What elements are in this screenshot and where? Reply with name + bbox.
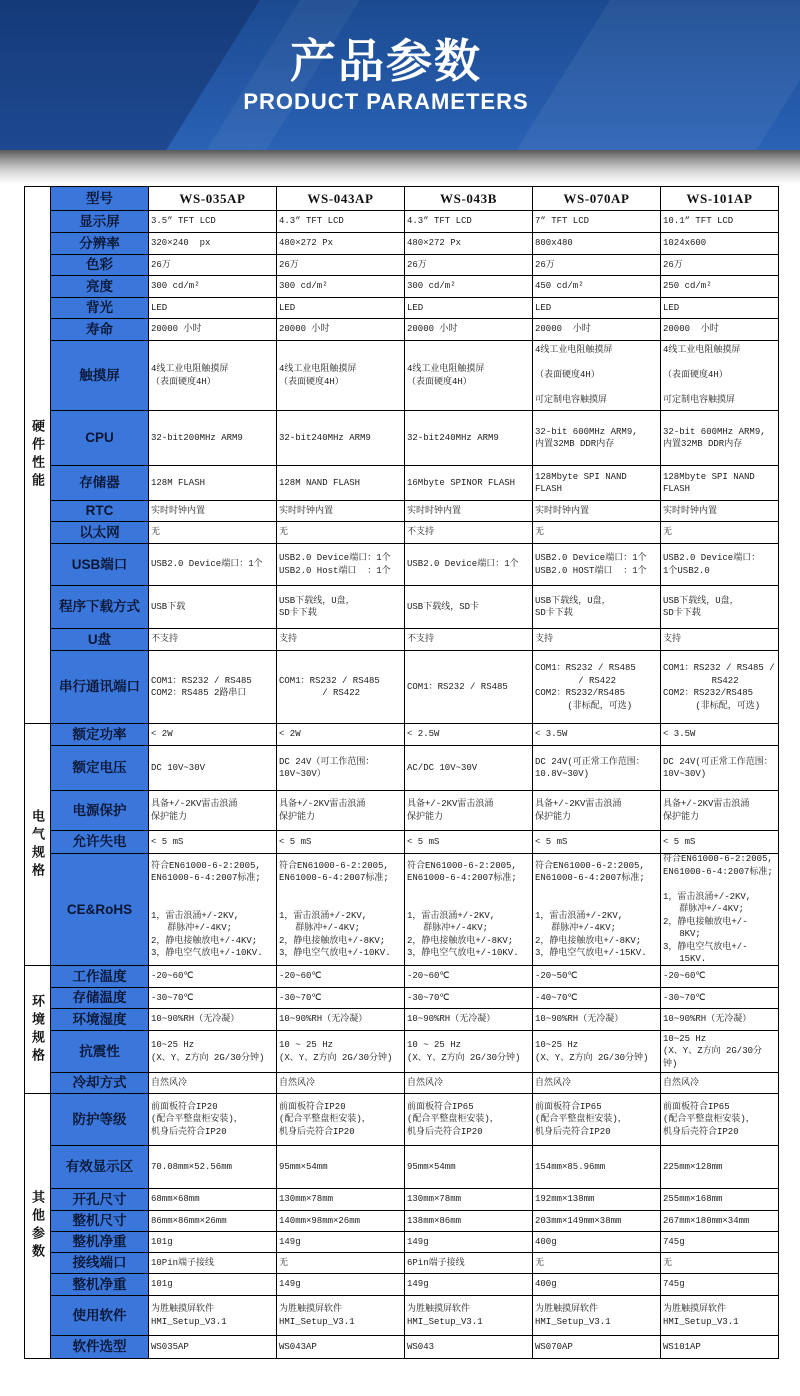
spec-value: 26万: [405, 255, 533, 276]
spec-value: 101g: [149, 1274, 277, 1296]
spec-value: -20~60℃: [661, 966, 779, 988]
spec-value: WS043: [405, 1336, 533, 1359]
spec-value: 32-bit200MHz ARM9: [149, 411, 277, 466]
spec-value: USB下载线，U盘， SD卡下载: [277, 586, 405, 629]
spec-group-cell: [25, 724, 51, 966]
spec-label: 环境湿度: [51, 1009, 149, 1031]
spec-value: 实时时钟内置: [277, 501, 405, 522]
spec-value: -30~70℃: [277, 988, 405, 1009]
spec-value: DC 24V(可正常工作范围： 10V~30V): [661, 746, 779, 791]
spec-value: 10~90%RH（无冷凝）: [533, 1009, 661, 1031]
spec-value: USB下载: [149, 586, 277, 629]
spec-label: 额定电压: [51, 746, 149, 791]
spec-value: USB2.0 Device端口：1个: [149, 544, 277, 586]
spec-value: 20000 小时: [405, 319, 533, 341]
spec-label: U盘: [51, 629, 149, 651]
spec-value: -30~70℃: [661, 988, 779, 1009]
spec-label: 色彩: [51, 255, 149, 276]
spec-value: WS043AP: [277, 1336, 405, 1359]
spec-value: 70.08mm×52.56mm: [149, 1146, 277, 1189]
spec-value: 为胜触摸屏软件 HMI_Setup_V3.1: [149, 1296, 277, 1336]
spec-value: 10~90%RH（无冷凝）: [277, 1009, 405, 1031]
spec-value: 745g: [661, 1232, 779, 1253]
spec-label: 存储器: [51, 466, 149, 501]
spec-value: WS101AP: [661, 1336, 779, 1359]
spec-value: 400g: [533, 1274, 661, 1296]
spec-value: LED: [661, 298, 779, 319]
spec-value: 300 cd/m²: [277, 276, 405, 298]
spec-label: 软件选型: [51, 1336, 149, 1359]
spec-value: 10.1” TFT LCD: [661, 211, 779, 233]
spec-value: 自然风冷: [661, 1073, 779, 1094]
spec-value: 4线工业电阻触摸屏 （表面硬度4H）: [405, 341, 533, 411]
spec-value: 3.5” TFT LCD: [149, 211, 277, 233]
spec-value: 自然风冷: [533, 1073, 661, 1094]
spec-value: 4线工业电阻触摸屏 （表面硬度4H）: [277, 341, 405, 411]
spec-value: 128M NAND FLASH: [277, 466, 405, 501]
spec-value: 1024x600: [661, 233, 779, 255]
spec-value: 无: [277, 1253, 405, 1274]
spec-value: -20~60℃: [277, 966, 405, 988]
spec-value: 自然风冷: [405, 1073, 533, 1094]
spec-value: 自然风冷: [149, 1073, 277, 1094]
spec-value: 具备+/-2KV雷击浪涌 保护能力: [533, 791, 661, 831]
spec-value: 无: [533, 1253, 661, 1274]
spec-value: 26万: [533, 255, 661, 276]
spec-value: 不支持: [149, 629, 277, 651]
spec-value: 符合EN61000-6-2:2005, EN61000-6-4:2007标准; 1，雷击浪涌+/-2KV, 群脉冲+/-4KV; 2，静电接触放电+/-4KV; 3，静电空气放电+/-10KV.: [149, 854, 277, 966]
spec-label: 防护等级: [51, 1094, 149, 1146]
spec-value: 128Mbyte SPI NAND FLASH: [533, 466, 661, 501]
spec-value: USB2.0 Device端口：1个: [405, 544, 533, 586]
spec-value: COM1：RS232 / RS485 / RS422: [277, 651, 405, 724]
spec-label: 整机净重: [51, 1274, 149, 1296]
spec-value: 6Pin端子接线: [405, 1253, 533, 1274]
spec-value: 480×272 Px: [277, 233, 405, 255]
spec-value: < 5 mS: [149, 831, 277, 854]
spec-value: 101g: [149, 1232, 277, 1253]
spec-value: 250 cd/m²: [661, 276, 779, 298]
spec-value: 不支持: [405, 522, 533, 544]
spec-value: < 5 mS: [277, 831, 405, 854]
spec-label: 抗震性: [51, 1031, 149, 1073]
spec-value: < 2W: [277, 724, 405, 746]
spec-value: 10Pin端子接线: [149, 1253, 277, 1274]
spec-label: 存储温度: [51, 988, 149, 1009]
spec-value: 450 cd/m²: [533, 276, 661, 298]
spec-value: 267mm×180mm×34mm: [661, 1211, 779, 1232]
spec-value: 300 cd/m²: [149, 276, 277, 298]
spec-value: 前面板符合IP65 (配合平整盘柜安装)， 机身后壳符合IP20: [661, 1094, 779, 1146]
spec-value: WS035AP: [149, 1336, 277, 1359]
spec-value: 68mm×68mm: [149, 1189, 277, 1211]
spec-group-label: 环境规格: [30, 993, 45, 1066]
spec-value: 800x480: [533, 233, 661, 255]
spec-value: 149g: [277, 1232, 405, 1253]
spec-value: 实时时钟内置: [533, 501, 661, 522]
spec-group-cell: [25, 1094, 51, 1359]
spec-value: 具备+/-2KV雷击浪涌 保护能力: [277, 791, 405, 831]
spec-label: 允许失电: [51, 831, 149, 854]
spec-label: 冷却方式: [51, 1073, 149, 1094]
spec-value: -20~60℃: [405, 966, 533, 988]
spec-label: USB端口: [51, 544, 149, 586]
spec-value: COM1：RS232 / RS485 COM2：RS485 2路串口: [149, 651, 277, 724]
spec-value: 130mm×78mm: [405, 1189, 533, 1211]
spec-value: 138mm×86mm: [405, 1211, 533, 1232]
spec-value: 20000 小时: [277, 319, 405, 341]
spec-label: 有效显示区: [51, 1146, 149, 1189]
spec-value: 自然风冷: [277, 1073, 405, 1094]
spec-value: 20000 小时: [533, 319, 661, 341]
spec-value: 140mm×98mm×26mm: [277, 1211, 405, 1232]
spec-value: 10 ~ 25 Hz (X、Y、Z方向 2G/30分钟): [405, 1031, 533, 1073]
spec-value: 400g: [533, 1232, 661, 1253]
spec-value: < 3.5W: [661, 724, 779, 746]
spec-value: 4.3” TFT LCD: [277, 211, 405, 233]
spec-value: 32-bit240MHz ARM9: [405, 411, 533, 466]
spec-value: COM1：RS232 / RS485: [405, 651, 533, 724]
spec-value: < 2.5W: [405, 724, 533, 746]
spec-label: 工作温度: [51, 966, 149, 988]
spec-value: 130mm×78mm: [277, 1189, 405, 1211]
spec-value: < 5 mS: [533, 831, 661, 854]
spec-value: 为胜触摸屏软件 HMI_Setup_V3.1: [277, 1296, 405, 1336]
spec-label: 使用软件: [51, 1296, 149, 1336]
spec-value: 149g: [277, 1274, 405, 1296]
header-banner: [0, 0, 800, 150]
spec-value: LED: [277, 298, 405, 319]
spec-group-label: 电气规格: [30, 808, 45, 881]
spec-value: 符合EN61000-6-2:2005, EN61000-6-4:2007标准; 1，雷击浪涌+/-2KV, 群脉冲+/-4KV; 2，静电接触放电+/-8KV; 3，静电空气放电+/-10KV.: [277, 854, 405, 966]
spec-value: 实时时钟内置: [661, 501, 779, 522]
spec-value: COM1：RS232 / RS485 / RS422 COM2：RS232/RS485 (非标配，可选): [533, 651, 661, 724]
spec-value: COM1：RS232 / RS485 / RS422 COM2：RS232/RS485 (非标配，可选): [661, 651, 779, 724]
spec-value: WS070AP: [533, 1336, 661, 1359]
spec-label: CE&RoHS: [51, 854, 149, 966]
spec-value: 实时时钟内置: [149, 501, 277, 522]
spec-value: LED: [149, 298, 277, 319]
spec-value: 符合EN61000-6-2:2005, EN61000-6-4:2007标准; 1，雷击浪涌+/-2KV, 群脉冲+/-4KV; 2，静电接触放电+/-8KV; 3，静电空气放电+/-15KV.: [533, 854, 661, 966]
model-name: WS-070AP: [533, 187, 661, 211]
spec-label: 亮度: [51, 276, 149, 298]
spec-value: 符合EN61000-6-2:2005, EN61000-6-4:2007标准; 1，雷击浪涌+/-2KV, 群脉冲+/-4KV; 2，静电接触放电+/-8KV; 3，静电空气放电+/-10KV.: [405, 854, 533, 966]
spec-value: 前面板符合IP65 (配合平整盘柜安装)， 机身后壳符合IP20: [533, 1094, 661, 1146]
spec-value: 128M FLASH: [149, 466, 277, 501]
spec-value: 16Mbyte SPINOR FLASH: [405, 466, 533, 501]
spec-value: 前面板符合IP65 (配合平整盘柜安装)， 机身后壳符合IP20: [405, 1094, 533, 1146]
spec-value: 无: [149, 522, 277, 544]
spec-value: -30~70℃: [405, 988, 533, 1009]
spec-value: 149g: [405, 1232, 533, 1253]
spec-value: 32-bit 600MHz ARM9, 内置32MB DDR内存: [533, 411, 661, 466]
spec-value: 225mm×128mm: [661, 1146, 779, 1189]
spec-value: USB2.0 Device端口： 1个USB2.0: [661, 544, 779, 586]
spec-label: 整机净重: [51, 1232, 149, 1253]
spec-value: 无: [277, 522, 405, 544]
spec-value: 32-bit 600MHz ARM9, 内置32MB DDR内存: [661, 411, 779, 466]
spec-value: 255mm×168mm: [661, 1189, 779, 1211]
spec-label: 触摸屏: [51, 341, 149, 411]
spec-value: 300 cd/m²: [405, 276, 533, 298]
spec-value: USB下载线，U盘， SD卡下载: [533, 586, 661, 629]
model-name: WS-101AP: [661, 187, 779, 211]
spec-value: < 5 mS: [405, 831, 533, 854]
spec-value: 支持: [533, 629, 661, 651]
spec-value: 480×272 Px: [405, 233, 533, 255]
spec-label: 电源保护: [51, 791, 149, 831]
spec-value: 4线工业电阻触摸屏 （表面硬度4H） 可定制电容触摸屏: [661, 341, 779, 411]
spec-value: 10~90%RH（无冷凝）: [661, 1009, 779, 1031]
model-name: WS-043AP: [277, 187, 405, 211]
spec-value: 203mm×149mm×38mm: [533, 1211, 661, 1232]
spec-value: 20000 小时: [149, 319, 277, 341]
spec-group-label: 其他参数: [30, 1190, 45, 1262]
spec-value: -20~50℃: [533, 966, 661, 988]
spec-value: DC 24V(可正常工作范围： 10.8V~30V): [533, 746, 661, 791]
spec-value: 745g: [661, 1274, 779, 1296]
spec-table: [24, 186, 779, 1359]
model-label: 型号: [51, 187, 149, 211]
spec-group-cell: [25, 966, 51, 1094]
spec-value: 4线工业电阻触摸屏 （表面硬度4H）: [149, 341, 277, 411]
spec-value: 为胜触摸屏软件 HMI_Setup_V3.1: [405, 1296, 533, 1336]
spec-value: 95mm×54mm: [277, 1146, 405, 1189]
spec-value: 10~90%RH（无冷凝）: [149, 1009, 277, 1031]
spec-group-label: 硬件性能: [30, 419, 45, 491]
spec-value: 128Mbyte SPI NAND FLASH: [661, 466, 779, 501]
spec-value: 无: [661, 1253, 779, 1274]
spec-value: 具备+/-2KV雷击浪涌 保护能力: [405, 791, 533, 831]
spec-value: 不支持: [405, 629, 533, 651]
spec-value: 192mm×138mm: [533, 1189, 661, 1211]
spec-value: 符合EN61000-6-2:2005, EN61000-6-4:2007标准; 1，雷击浪涌+/-2KV, 群脉冲+/-4KV; 2，静电接触放电+/- 8KV; 3，静电空气放电+/- 15KV.: [661, 854, 779, 966]
spec-label: RTC: [51, 501, 149, 522]
spec-value: 4.3” TFT LCD: [405, 211, 533, 233]
spec-value: 10~25 Hz (X、Y、Z方向 2G/30分钟): [533, 1031, 661, 1073]
spec-group-cell: [25, 187, 51, 724]
spec-value: 10~25 Hz (X、Y、Z方向 2G/30分钟): [149, 1031, 277, 1073]
spec-value: -40~70℃: [533, 988, 661, 1009]
spec-label: 接线端口: [51, 1253, 149, 1274]
spec-value: 26万: [149, 255, 277, 276]
spec-value: 支持: [661, 629, 779, 651]
model-name: WS-035AP: [149, 187, 277, 211]
spec-value: USB2.0 Device端口：1个 USB2.0 HOST端口 ：1个: [533, 544, 661, 586]
page-title: 产品参数: [290, 34, 482, 88]
spec-value: 无: [533, 522, 661, 544]
model-name: WS-043B: [405, 187, 533, 211]
spec-value: < 2W: [149, 724, 277, 746]
spec-label: 整机尺寸: [51, 1211, 149, 1232]
spec-value: 前面板符合IP20 (配合平整盘柜安装)， 机身后壳符合IP20: [277, 1094, 405, 1146]
spec-value: 154mm×85.96mm: [533, 1146, 661, 1189]
spec-value: < 3.5W: [533, 724, 661, 746]
spec-value: 为胜触摸屏软件 HMI_Setup_V3.1: [661, 1296, 779, 1336]
spec-value: 26万: [277, 255, 405, 276]
spec-value: 26万: [661, 255, 779, 276]
spec-value: 具备+/-2KV雷击浪涌 保护能力: [661, 791, 779, 831]
spec-value: 20000 小时: [661, 319, 779, 341]
spec-value: 10~25 Hz (X、Y、Z方向 2G/30分 钟): [661, 1031, 779, 1073]
spec-label: 以太网: [51, 522, 149, 544]
spec-value: 支持: [277, 629, 405, 651]
spec-value: 10~90%RH（无冷凝）: [405, 1009, 533, 1031]
spec-value: 为胜触摸屏软件 HMI_Setup_V3.1: [533, 1296, 661, 1336]
spec-label: 串行通讯端口: [51, 651, 149, 724]
spec-value: 实时时钟内置: [405, 501, 533, 522]
spec-value: 前面板符合IP20 (配合平整盘柜安装)， 机身后壳符合IP20: [149, 1094, 277, 1146]
spec-value: 10 ~ 25 Hz (X、Y、Z方向 2G/30分钟): [277, 1031, 405, 1073]
spec-value: 7” TFT LCD: [533, 211, 661, 233]
page-subtitle: PRODUCT PARAMETERS: [243, 89, 529, 114]
spec-label: 开孔尺寸: [51, 1189, 149, 1211]
spec-label: 背光: [51, 298, 149, 319]
spec-value: 320×240 px: [149, 233, 277, 255]
spec-value: 149g: [405, 1274, 533, 1296]
spec-label: 额定功率: [51, 724, 149, 746]
spec-label: CPU: [51, 411, 149, 466]
spec-value: LED: [405, 298, 533, 319]
spec-value: DC 24V（可工作范围： 10V~30V）: [277, 746, 405, 791]
spec-value: USB下载线，SD卡: [405, 586, 533, 629]
spec-value: LED: [533, 298, 661, 319]
spec-label: 分辨率: [51, 233, 149, 255]
spec-value: -20~60℃: [149, 966, 277, 988]
spec-value: USB下载线，U盘， SD卡下载: [661, 586, 779, 629]
spec-value: 无: [661, 522, 779, 544]
spec-value: AC/DC 10V~30V: [405, 746, 533, 791]
spec-value: 4线工业电阻触摸屏 （表面硬度4H） 可定制电容触摸屏: [533, 341, 661, 411]
spec-label: 寿命: [51, 319, 149, 341]
spec-label: 程序下载方式: [51, 586, 149, 629]
spec-value: 86mm×86mm×26mm: [149, 1211, 277, 1232]
banner-shadow: [0, 150, 800, 184]
spec-value: USB2.0 Device端口：1个 USB2.0 Host端口 ：1个: [277, 544, 405, 586]
spec-value: DC 10V~30V: [149, 746, 277, 791]
spec-value: -30~70℃: [149, 988, 277, 1009]
spec-value: 95mm×54mm: [405, 1146, 533, 1189]
spec-value: 具备+/-2KV雷击浪涌 保护能力: [149, 791, 277, 831]
spec-value: < 5 mS: [661, 831, 779, 854]
spec-label: 显示屏: [51, 211, 149, 233]
spec-value: 32-bit240MHz ARM9: [277, 411, 405, 466]
